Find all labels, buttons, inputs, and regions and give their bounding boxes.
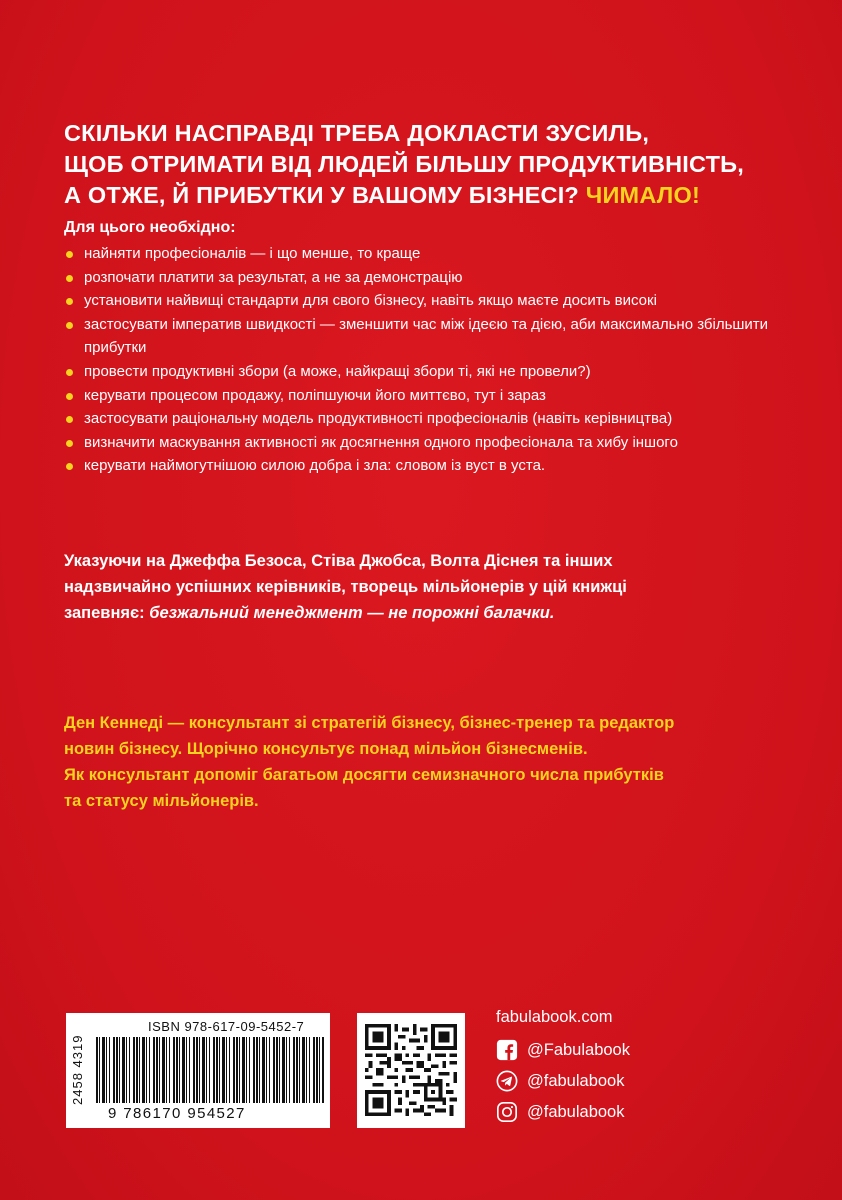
description-emphasis: безжальний менеджмент — не порожні балачки.: [149, 604, 555, 622]
instagram-row[interactable]: [496, 1100, 625, 1124]
qr-code: [357, 1013, 465, 1128]
list-item: керувати процесом продажу, поліпшуючи його миттєво, тут і зараз: [64, 384, 804, 408]
barcode-side-code: 2458 4319: [70, 1034, 85, 1106]
website-link[interactable]: fabulabook.com: [496, 1008, 613, 1026]
headline-line-1: СКІЛЬКИ НАСПРАВДІ ТРЕБА ДОКЛАСТИ ЗУСИЛЬ,: [64, 120, 650, 146]
list-item: розпочати платити за результат, а не за демонстрацію: [64, 266, 804, 290]
facebook-row[interactable]: [496, 1038, 630, 1062]
description-paragraph: [64, 548, 784, 626]
author-line-4: та статусу мільйонерів.: [64, 792, 259, 810]
telegram-handle: @fabulabook: [527, 1071, 625, 1090]
list-item: застосувати імператив швидкості — зменшити час між ідеєю та дією, аби максимально збільшити прибутки: [64, 313, 804, 360]
telegram-icon: [496, 1070, 518, 1092]
facebook-icon: [496, 1039, 518, 1061]
headline-accent: ЧИМАЛО!: [585, 182, 700, 208]
headline-line-3: [64, 180, 784, 211]
headline-line-3-text: А ОТЖЕ, Й ПРИБУТКИ У ВАШОМУ БІЗНЕСІ?: [64, 182, 579, 208]
author-line-1: Ден Кеннеді — консультант зі стратегій бізнесу, бізнес-тренер та редактор: [64, 714, 675, 732]
headline-line-2: ЩОБ ОТРИМАТИ ВІД ЛЮДЕЙ БІЛЬШУ ПРОДУКТИВНІСТЬ,: [64, 151, 744, 177]
list-item: застосувати раціональну модель продуктивності професіоналів (навіть керівництва): [64, 407, 804, 431]
telegram-row[interactable]: [496, 1069, 625, 1093]
list-item: установити найвищі стандарти для свого бізнесу, навіть якщо маєте досить високі: [64, 289, 804, 313]
barcode-bars: [96, 1037, 324, 1103]
description-line-3: [64, 600, 784, 626]
list-item: керувати наймогутнішою силою добра і зла: словом із вуст в уста.: [64, 454, 804, 478]
author-line-2: новин бізнесу. Щорічно консультує понад мільйон бізнесменів.: [64, 740, 588, 758]
headline: [64, 118, 784, 211]
needs-title: Для цього необхідно:: [64, 219, 236, 236]
instagram-icon: [496, 1101, 518, 1123]
list-item: визначити маскування активності як досягнення одного професіонала та хибу іншого: [64, 431, 804, 455]
needs-list: [64, 242, 804, 478]
isbn-barcode: [66, 1013, 330, 1128]
description-line-1: Указуючи на Джеффа Безоса, Стіва Джобса, Волта Діснея та інших: [64, 552, 613, 570]
list-item: провести продуктивні збори (а може, найкращі збори ті, які не провели?): [64, 360, 804, 384]
facebook-handle: @Fabulabook: [527, 1040, 630, 1059]
author-bio: [64, 710, 804, 814]
instagram-handle: @fabulabook: [527, 1102, 625, 1121]
description-line-2: надзвичайно успішних керівників, творець мільйонерів у цій книжці: [64, 578, 627, 596]
description-line-3-prefix: запевняє:: [64, 604, 150, 622]
list-item: найняти професіоналів — і що менше, то краще: [64, 242, 804, 266]
author-line-3: Як консультант допоміг багатьом досягти семизначного числа прибутків: [64, 766, 664, 784]
isbn-label: ISBN 978-617-09-5452-7: [148, 1019, 305, 1034]
barcode-digits: 9 786170 954527: [108, 1105, 246, 1122]
qr-code-icon: [365, 1024, 457, 1116]
